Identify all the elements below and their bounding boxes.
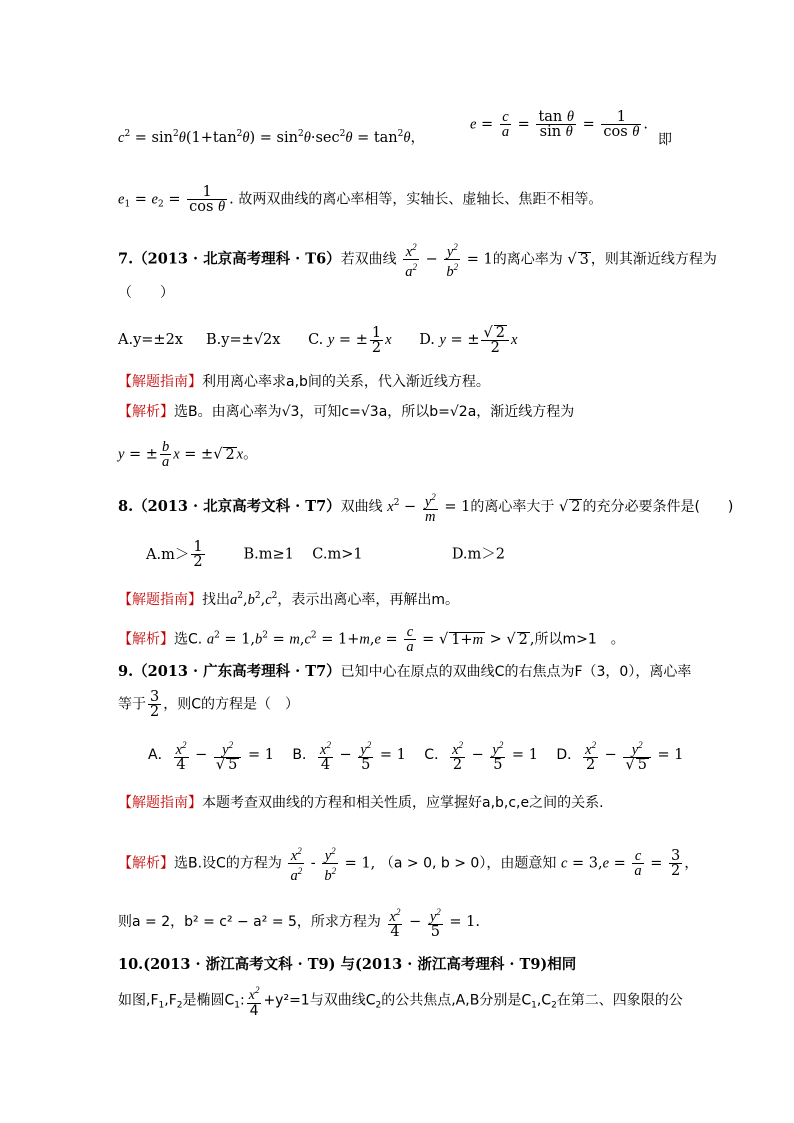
q9-options: [148, 738, 684, 772]
q9-guide-tag: 【解题指南】: [118, 795, 202, 811]
q7-guide-tag: 【解题指南】: [118, 374, 202, 390]
q9-guide: 【解题指南】本题考查双曲线的方程和相关性质，应掌握好a,b,c,e之间的关系.: [118, 795, 604, 811]
q8-guide-tag: 【解题指南】: [118, 592, 202, 608]
q8-stem: 8.（2013 · 北京高考文科 · T7）双曲线 $x^2$ − $\frac{y^2}{m}$ = 1的离心率大于 √ 2 的充分必要条件是( ): [118, 492, 734, 525]
q9-stem: 9.（2013 · 广东高考理科 · T7）已知中心在原点的双曲线C的右焦点为F（3，0），离心率: [118, 663, 692, 680]
q8-option-a: A.m＞ $\frac{1}{2}$: [146, 539, 203, 570]
q8-answer: 【解析】选C. $a^2 = 1,b^2 = m,c^2 = 1+m,e$ = $\frac{c}{a}$ = √ 1+m > √ 2 ,所以m>1 。: [118, 624, 625, 655]
q9-option-a: A． $\frac{x^2}{4}$ − $\frac{y^2}{√ 5}$ = 1: [148, 740, 274, 773]
intro-conclusion: 故两双曲线的离心率相等，实轴长、虚轴长、焦距不相等。: [238, 191, 603, 208]
q7-option-a: A.y=±2x: [118, 332, 183, 348]
q9-option-c: C． $\frac{x^2}{2}$ − $\frac{y^2}{5}$ = 1: [424, 740, 538, 773]
q8-answer-tag: 【解析】: [118, 631, 174, 648]
q7-option-d: D. y = ± $\frac{√ 2}{2}$ x: [419, 325, 518, 356]
q8-guide: 【解题指南】找出$a^2,b^2,c^2$，表示出离心率，再解出m。: [118, 591, 459, 608]
q10-stem: 如图$,F_1,F_2$是椭圆$C_1$: $\frac{x^2}{4}$ +y²=1与双曲线$C_2$的公共焦点,A,B分别是$C_1,C_2$在第二、四象限的公: [118, 985, 683, 1019]
intro-conclusion-line: $e_1 = e_2$ = $\frac{1}{\text{cos θ}}$ . 故两双曲线的离心率相等，实轴长、虚轴长、焦距不相等。: [118, 184, 603, 215]
q9-option-d: D． $\frac{x^2}{2}$ − $\frac{y^2}{√ 5}$ = 1: [556, 740, 684, 773]
q7-options: [118, 325, 517, 355]
q9-head: 9.（2013 · 广东高考理科 · T7）: [118, 663, 341, 680]
q9-answer: 【解析】选B.设C的方程为 $\frac{x^2}{a^2}$ - $\frac{y^2}{b^2}$ = 1, （a > 0, b > 0），由题意知 c = 3,e = $\frac{c}{a}$ = $\frac{3}{2}$ ，: [118, 846, 699, 884]
q7-stem: 7.（2013 · 北京高考理科 · T6）若双曲线 $\frac{x^2}{a^2}$ − $\frac{y^2}{b^2}$ = 1的离心率为 √ 3 ，则其渐近线方程为: [118, 242, 717, 280]
q8-option-b: B.m≥1: [243, 546, 294, 563]
q7-option-c: C. y = ± $\frac{1}{2}$ x: [308, 324, 392, 356]
q7-head: 7.（2013 · 北京高考理科 · T6）: [118, 250, 341, 268]
q7-answer: 【解析】选B。由离心率为√3，可知c=√3a，所以b=√2a，渐近线方程为: [118, 404, 575, 420]
q7-answer-equation: y = ± $\frac{b}{a}$ x = ±√ 2 x。: [118, 439, 258, 470]
q9-stem-2: 等于 $\frac{3}{2}$ ，则C的方程是（ ）: [118, 689, 300, 720]
q7-option-b: B.y=±√2x: [206, 332, 281, 348]
q9-answer-2: 则a = 2，b² = c² − a² = 5，所求方程为 $\frac{x^2}{4}$ − $\frac{y^2}{5}$ = 1.: [118, 907, 480, 940]
q8-option-c: C.m>1: [312, 546, 363, 563]
q7-guide: 【解题指南】利用离心率求a,b间的关系，代入渐近线方程。: [118, 374, 490, 390]
q8-option-d: D.m＞2: [451, 546, 506, 563]
intro-equation-e: e = $\frac{c}{a}$ = $\frac{\text{tan θ}}{\text{sin θ}}$ = $\frac{1}{\text{cos θ}}$ .: [470, 109, 648, 140]
q9-option-b: B． $\frac{x^2}{4}$ − $\frac{y^2}{5}$ = 1: [292, 740, 406, 773]
q8-options: [146, 540, 505, 569]
intro-equation-c2: $c^2 = \sin^2\theta(1+\tan^2\theta) = \sin^2\theta\cdot\sec^2\theta = \tan^2\theta$，: [118, 129, 426, 146]
q9-answer-tag: 【解析】: [118, 855, 174, 872]
q7-paren: （ ）: [118, 285, 174, 301]
q10-head: 10.(2013 · 浙江高考文科 · T9) 与(2013 · 浙江高考理科 · T9)相同: [118, 956, 577, 973]
q7-answer-tag: 【解析】: [118, 404, 174, 420]
q8-head: 8.（2013 · 北京高考文科 · T7）: [118, 498, 341, 515]
intro-ji: 即: [658, 132, 672, 148]
